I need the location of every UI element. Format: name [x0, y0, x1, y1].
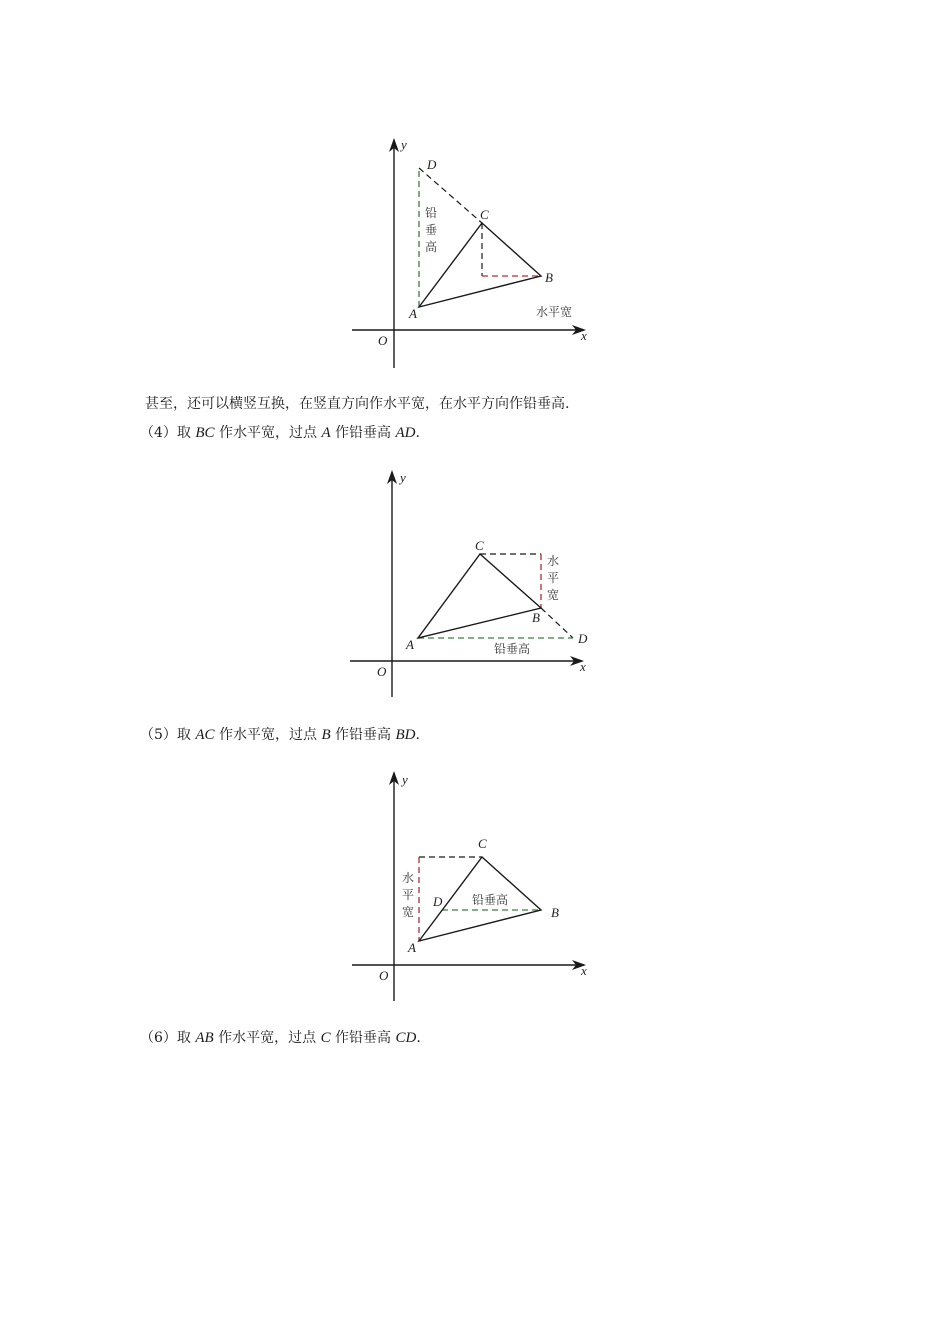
horizontal-width-label: 平 [547, 571, 560, 585]
point-a-label: A [406, 637, 414, 652]
figure-2 [350, 470, 588, 697]
point-c-label: C [475, 538, 484, 553]
horizontal-width-label: 平 [402, 888, 415, 902]
horizontal-width-label: 宽 [402, 905, 415, 919]
paragraph-case-4 [140, 424, 420, 442]
x-axis-label: x [581, 328, 587, 343]
paragraph-text: . [416, 1030, 421, 1046]
point-b-label: B [551, 905, 559, 920]
point-a-label: A [408, 940, 416, 955]
horizontal-width-label: 水平宽 [536, 305, 573, 319]
origin-label: O [379, 968, 389, 983]
segment-label: AB [195, 1030, 214, 1046]
point-c-label: C [478, 836, 487, 851]
paragraph-text: 作水平宽，过点 [213, 1030, 321, 1046]
vertical-height-label: 垂 [425, 223, 438, 237]
paragraph-text: 甚至，还可以横竖互换，在竖直方向作水平宽，在水平方向作铅垂高. [145, 396, 570, 412]
y-axis-label: y [401, 137, 407, 152]
vertical-height-label: 铅垂高 [494, 642, 531, 656]
triangle-abc [419, 223, 541, 307]
paragraph-case-6 [140, 1029, 421, 1047]
triangle-abc [418, 554, 541, 638]
y-axis-label: y [400, 470, 406, 485]
paragraph-text: . [415, 425, 420, 441]
figure-3 [352, 772, 587, 1001]
case-label: （4）取 [140, 425, 196, 441]
auxiliary-line-bd [541, 608, 573, 638]
horizontal-width-label: 水 [402, 871, 415, 885]
point-label: A [321, 425, 331, 441]
segment-label: BC [195, 425, 215, 441]
paragraph-text: 作铅垂高 [330, 425, 396, 441]
paragraph-text: 作水平宽，过点 [214, 425, 322, 441]
segment-label: AD [395, 425, 416, 441]
origin-label: O [377, 664, 387, 679]
paragraph-case-5 [140, 726, 420, 744]
x-axis-label: x [581, 963, 587, 978]
case-label: （6）取 [140, 1030, 196, 1046]
paragraph-text: 作铅垂高 [330, 1030, 396, 1046]
vertical-height-label: 铅 [425, 206, 438, 220]
paragraph-text: . [415, 727, 420, 743]
origin-label: O [378, 333, 388, 348]
paragraph-swap-note [145, 395, 569, 413]
case-label: （5）取 [140, 727, 196, 743]
point-b-label: B [545, 270, 553, 285]
segment-label: CD [395, 1030, 417, 1046]
segment-label: AC [195, 727, 215, 743]
y-axis-label: y [402, 772, 408, 787]
point-c-label: C [480, 207, 489, 222]
paragraph-text: 作水平宽，过点 [214, 727, 322, 743]
horizontal-width-label: 宽 [547, 588, 560, 602]
point-label: C [320, 1030, 331, 1046]
point-d-label: D [578, 631, 588, 646]
x-axis-label: x [580, 659, 586, 674]
point-d-label: D [427, 157, 437, 172]
figure-1 [352, 137, 587, 368]
point-b-label: B [532, 610, 540, 625]
point-d-label: D [433, 894, 443, 909]
paragraph-text: 作铅垂高 [330, 727, 396, 743]
horizontal-width-label: 水 [547, 554, 560, 568]
vertical-height-label: 铅垂高 [472, 893, 509, 907]
vertical-height-label: 高 [425, 240, 438, 254]
point-label: B [321, 727, 331, 743]
segment-label: BD [395, 727, 416, 743]
point-a-label: A [409, 306, 417, 321]
